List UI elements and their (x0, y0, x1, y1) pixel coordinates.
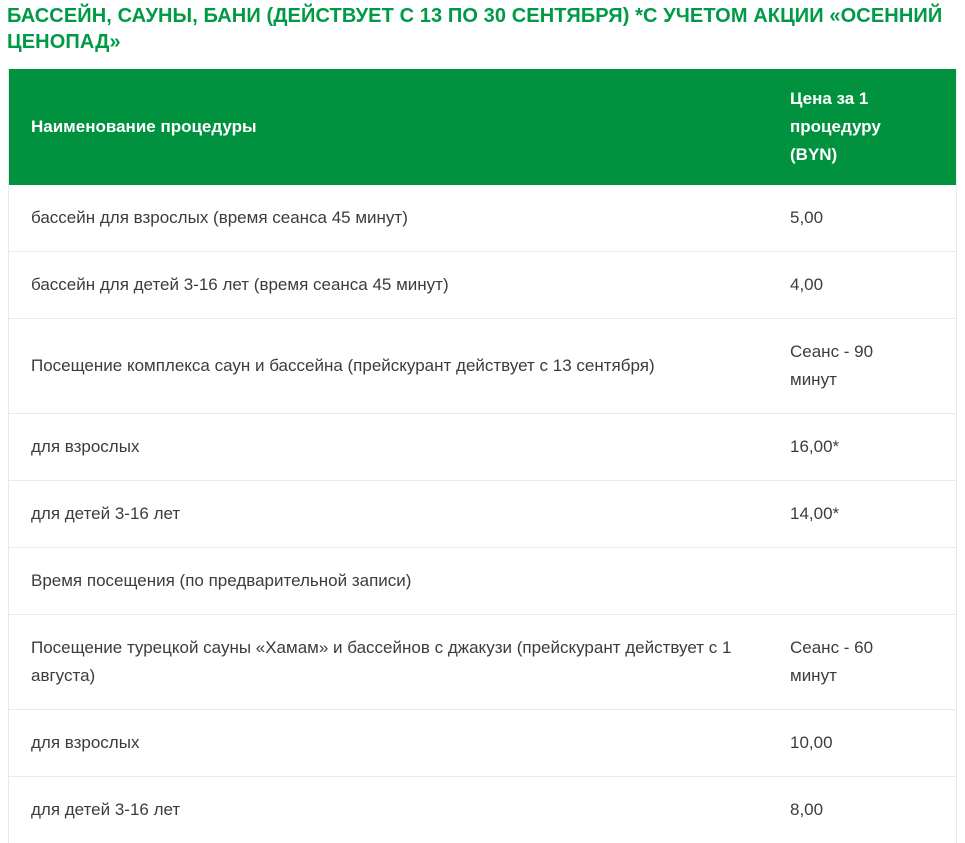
price-cell: 10,00 (782, 710, 957, 777)
price-cell: 8,00 (782, 777, 957, 843)
price-cell: 5,00 (782, 185, 957, 252)
table-row (9, 185, 957, 252)
procedure-name-cell: для детей 3-16 лет (9, 777, 783, 843)
price-cell: 16,00* (782, 414, 957, 481)
table-row (9, 252, 957, 319)
price-cell: Сеанс - 60 минут (782, 615, 957, 710)
price-cell: 14,00* (782, 481, 957, 548)
procedure-name-cell: для взрослых (9, 710, 783, 777)
table-row (9, 414, 957, 481)
procedure-name-cell: для взрослых (9, 414, 783, 481)
procedure-name-cell: бассейн для детей 3-16 лет (время сеанса 45 минут) (9, 252, 783, 319)
price-table-body (9, 185, 957, 843)
price-table (8, 69, 957, 843)
table-row (9, 548, 957, 615)
table-row (9, 777, 957, 843)
column-header-price: Цена за 1 процедуру (BYN) (782, 69, 957, 185)
price-table-head (9, 69, 957, 185)
table-row (9, 319, 957, 414)
table-row (9, 615, 957, 710)
procedure-name-cell: Посещение турецкой сауны «Хамам» и бассейнов с джакузи (прейскурант действует с 1 августа) (9, 615, 783, 710)
table-header-row (9, 69, 957, 185)
column-header-procedure: Наименование процедуры (9, 69, 783, 185)
price-cell (782, 548, 957, 615)
page-title: БАССЕЙН, САУНЫ, БАНИ (ДЕЙСТВУЕТ С 13 ПО 30 СЕНТЯБРЯ) *С УЧЕТОМ АКЦИИ «ОСЕННИЙ ЦЕНОПАД» (0, 0, 965, 69)
price-cell: 4,00 (782, 252, 957, 319)
procedure-name-cell: Время посещения (по предварительной записи) (9, 548, 783, 615)
procedure-name-cell: Посещение комплекса саун и бассейна (прейскурант действует с 13 сентября) (9, 319, 783, 414)
procedure-name-cell: для детей 3-16 лет (9, 481, 783, 548)
procedure-name-cell: бассейн для взрослых (время сеанса 45 минут) (9, 185, 783, 252)
price-cell: Сеанс - 90 минут (782, 319, 957, 414)
table-row (9, 481, 957, 548)
table-row (9, 710, 957, 777)
